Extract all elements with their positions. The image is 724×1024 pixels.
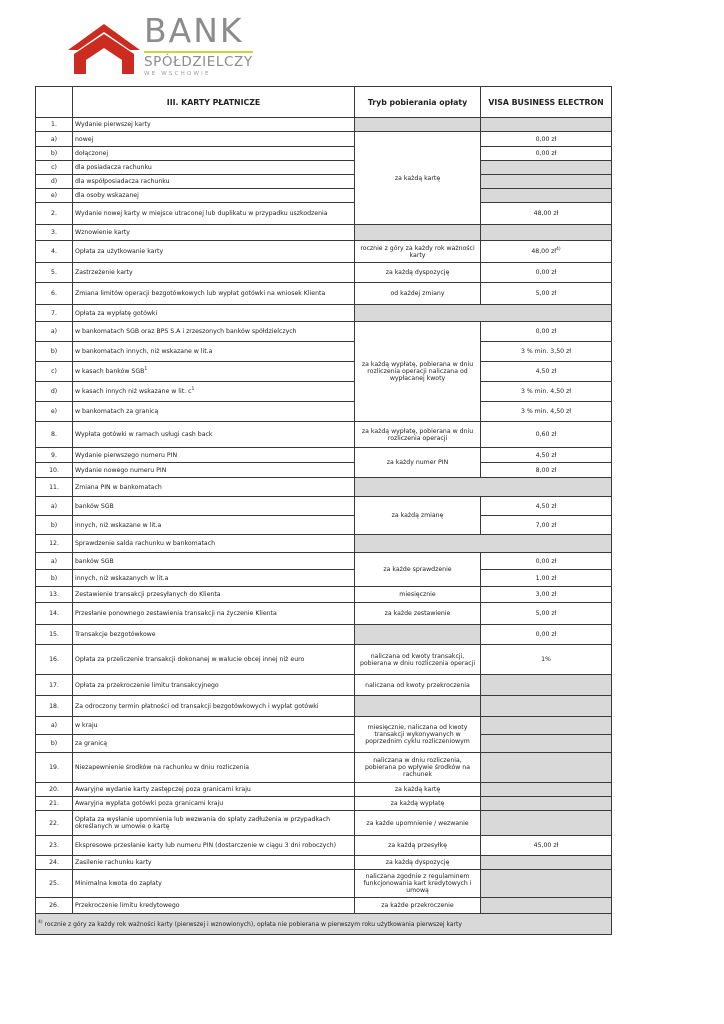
mode-cell: za każde upomnienie / wezwanie: [355, 811, 481, 836]
row-number: 10.: [36, 463, 73, 478]
row-number: a): [36, 132, 73, 147]
value-cell: 0,00 zł: [481, 263, 612, 283]
value-text: 48,00 zł: [531, 248, 557, 256]
row-description: dla posiadacza rachunku: [73, 161, 355, 175]
row-number: 14.: [36, 603, 73, 625]
row-number: c): [36, 161, 73, 175]
header-section: III. KARTY PŁATNICZE: [73, 87, 355, 118]
value-cell: 0,00 zł: [481, 553, 612, 570]
value-cell: 3 % min. 3,50 zł: [481, 342, 612, 362]
table-row: [36, 161, 612, 175]
table-row: [36, 696, 612, 717]
table-row: [36, 342, 612, 362]
value-cell: [481, 175, 612, 189]
table-row: [36, 497, 612, 516]
row-description: dla osoby wskazanej: [73, 189, 355, 203]
table-row: [36, 402, 612, 422]
row-description: w bankomatach SGB oraz BPS S.A i zrzeszonych banków spółdzielczych: [73, 322, 355, 342]
row-number: 9.: [36, 448, 73, 463]
mode-cell: naliczana zgodnie z regulaminem funkcjonowania kart kredytowych i umową: [355, 870, 481, 898]
grey-cell: [355, 535, 612, 553]
row-description: banków SGB: [73, 553, 355, 570]
table-row: [36, 587, 612, 603]
row-description: w bankomatach za granicą: [73, 402, 355, 422]
row-number: 4.: [36, 241, 73, 263]
table-row: [36, 783, 612, 797]
value-cell: [481, 161, 612, 175]
grey-cell: [355, 478, 612, 497]
mode-cell: za każdą dyspozycję: [355, 263, 481, 283]
table-row: [36, 132, 612, 147]
row-number: 7.: [36, 305, 73, 322]
row-description: Wypłata gotówki w ramach usługi cash back: [73, 422, 355, 448]
table-row: [36, 856, 612, 870]
row-number: 17.: [36, 675, 73, 696]
table-row: [36, 225, 612, 241]
row-number: 2.: [36, 203, 73, 225]
row-description: Awaryjne wydanie karty zastępczej poza granicami kraju: [73, 783, 355, 797]
row-number: 3.: [36, 225, 73, 241]
value-cell: [481, 735, 612, 753]
row-number: e): [36, 189, 73, 203]
table-row: [36, 241, 612, 263]
value-cell: [481, 797, 612, 811]
table-row: [36, 147, 612, 161]
value-cell: [481, 898, 612, 914]
row-number: 12.: [36, 535, 73, 553]
mode-cell: [355, 225, 481, 241]
logo-subtitle: SPÓŁDZIELCZY: [144, 51, 253, 70]
mode-cell: za każdą wypłatę, pobierana w dniu rozliczenia operacji: [355, 422, 481, 448]
value-cell: 1%: [481, 645, 612, 675]
table-row: [36, 263, 612, 283]
row-number: e): [36, 402, 73, 422]
row-description: za granicą: [73, 735, 355, 753]
value-cell: 4,50 zł: [481, 497, 612, 516]
row-description: Transakcje bezgotówkowe: [73, 625, 355, 645]
mode-cell: rocznie z góry za każdy rok ważności karty: [355, 241, 481, 263]
row-number: 23.: [36, 836, 73, 856]
value-cell: 8,00 zł: [481, 463, 612, 478]
value-cell: [481, 717, 612, 735]
row-description: Wydanie nowego numeru PIN: [73, 463, 355, 478]
row-description: [73, 362, 355, 382]
row-description: Opłata za przekroczenie limitu transakcyjnego: [73, 675, 355, 696]
row-description: Zmiana PIN w bankomatach: [73, 478, 355, 497]
table-row: [36, 535, 612, 553]
row-description: Przesłanie ponownego zestawienia transakcji na życzenie Klienta: [73, 603, 355, 625]
value-cell: [481, 241, 612, 263]
table-row: [36, 175, 612, 189]
row-number: a): [36, 717, 73, 735]
value-cell: [481, 870, 612, 898]
value-cell: 45,00 zł: [481, 836, 612, 856]
row-number: 20.: [36, 783, 73, 797]
table-row: [36, 603, 612, 625]
row-description: Za odroczony termin płatności od transakcji bezgotówkowych i wypłat gotówki: [73, 696, 355, 717]
table-row: [36, 463, 612, 478]
row-number: 6.: [36, 283, 73, 305]
value-cell: [481, 856, 612, 870]
row-description: Opłata za wypłatę gotówki: [73, 305, 355, 322]
value-cell: [481, 811, 612, 836]
mode-cell: [355, 118, 481, 132]
footnote-mark: 1: [191, 387, 195, 393]
mode-cell: za każdą przesyłkę: [355, 836, 481, 856]
value-cell: [481, 118, 612, 132]
row-description: w bankomatach innych, niż wskazane w lit.a: [73, 342, 355, 362]
table-row: [36, 448, 612, 463]
mode-cell: za każde sprawdzenie: [355, 553, 481, 587]
row-number: 13.: [36, 587, 73, 603]
row-number: 26.: [36, 898, 73, 914]
row-description: Zestawienie transakcji przesyłanych do Klienta: [73, 587, 355, 603]
row-description: Wydanie pierwszej karty: [73, 118, 355, 132]
table-row: [36, 797, 612, 811]
table-row: [36, 675, 612, 696]
row-description: nowej: [73, 132, 355, 147]
mode-cell: miesięcznie: [355, 587, 481, 603]
row-description: innych, niż wskazanych w lit.a: [73, 570, 355, 587]
value-cell: 1,00 zł: [481, 570, 612, 587]
footnote-mark: 4): [38, 920, 43, 925]
row-description: Wydanie nowej karty w miejsce utraconej lub duplikatu w przypadku uszkodzenia: [73, 203, 355, 225]
row-description: dla współposiadacza rachunku: [73, 175, 355, 189]
footnote-mark: 1: [144, 367, 148, 373]
logo-bank-text: BANK: [144, 11, 244, 50]
row-number: 21.: [36, 797, 73, 811]
value-cell: 0,00 zł: [481, 322, 612, 342]
mode-cell: za każdą dyspozycję: [355, 856, 481, 870]
table-row: [36, 382, 612, 402]
mode-cell: za każdą zmianę: [355, 497, 481, 535]
row-description: Opłata za użytkowanie karty: [73, 241, 355, 263]
table-row: [36, 118, 612, 132]
row-number: b): [36, 147, 73, 161]
table-row: [36, 836, 612, 856]
row-number: c): [36, 362, 73, 382]
row-number: 5.: [36, 263, 73, 283]
value-cell: 5,00 zł: [481, 603, 612, 625]
mode-cell: [355, 625, 481, 645]
table-row: [36, 553, 612, 570]
table-row: [36, 189, 612, 203]
table-row: [36, 305, 612, 322]
row-description: innych, niż wskazane w lit.a: [73, 516, 355, 535]
row-number: b): [36, 735, 73, 753]
mode-cell: miesięcznie, naliczana od kwoty transakcji wykonywanych w poprzednim cyklu rozliczeniowym: [355, 717, 481, 753]
row-description: Zmiana limitów operacji bezgotówkowych lub wypłat gotówki na wniosek Klienta: [73, 283, 355, 305]
row-number: b): [36, 516, 73, 535]
row-number: 18.: [36, 696, 73, 717]
grey-cell: [355, 305, 612, 322]
value-cell: 0,00 zł: [481, 147, 612, 161]
row-description: Niezapewnienie środków na rachunku w dniu rozliczenia: [73, 753, 355, 783]
value-cell: 5,00 zł: [481, 283, 612, 305]
mode-cell: za każdy numer PIN: [355, 448, 481, 478]
table-row: [36, 570, 612, 587]
value-cell: [481, 696, 612, 717]
row-number: 11.: [36, 478, 73, 497]
table-row: [36, 753, 612, 783]
table-row: [36, 645, 612, 675]
table-row: [36, 203, 612, 225]
value-cell: 3,00 zł: [481, 587, 612, 603]
row-description: Wydanie pierwszego numeru PIN: [73, 448, 355, 463]
mode-cell: naliczana w dniu rozliczenia, pobierana po wpływie środków na rachunek: [355, 753, 481, 783]
value-cell: 48,00 zł: [481, 203, 612, 225]
row-number: 8.: [36, 422, 73, 448]
mode-cell: za każdą wypłatę: [355, 797, 481, 811]
mode-cell: naliczana od kwoty przekroczenia: [355, 675, 481, 696]
row-number: d): [36, 382, 73, 402]
value-cell: 0,00 zł: [481, 625, 612, 645]
row-description: Minimalna kwota do zapłaty: [73, 870, 355, 898]
mode-cell: [355, 696, 481, 717]
value-cell: [481, 783, 612, 797]
description-text: w kasach innych niż wskazane w lit. c: [75, 388, 192, 396]
row-description: Opłata za wysłanie upomnienia lub wezwania do spłaty zadłużenia w przypadkach określanych w umowie o kartę: [73, 811, 355, 836]
footnote-row: [36, 914, 612, 935]
table-row: [36, 735, 612, 753]
logo-city: WE WSCHOWIE: [144, 71, 211, 77]
table-row: [36, 283, 612, 305]
value-cell: 4,50 zł: [481, 448, 612, 463]
mode-cell: za każdą kartę: [355, 783, 481, 797]
row-number: 1.: [36, 118, 73, 132]
row-description: w kraju: [73, 717, 355, 735]
row-description: Zasilenie rachunku karty: [73, 856, 355, 870]
row-number: b): [36, 342, 73, 362]
value-cell: [481, 189, 612, 203]
row-number: a): [36, 322, 73, 342]
table-row: [36, 811, 612, 836]
value-cell: 7,00 zł: [481, 516, 612, 535]
value-cell: 4,50 zł: [481, 362, 612, 382]
value-cell: [481, 225, 612, 241]
house-roof-icon: [64, 14, 144, 76]
bank-logo: [64, 11, 254, 78]
row-description: Opłata za przeliczenie transakcji dokonanej w walucie obcej innej niż euro: [73, 645, 355, 675]
row-description: Sprawdzenie salda rachunku w bankomatach: [73, 535, 355, 553]
row-number: d): [36, 175, 73, 189]
row-description: Awaryjna wypłata gotówki poza granicami kraju: [73, 797, 355, 811]
row-description: banków SGB: [73, 497, 355, 516]
value-cell: [481, 675, 612, 696]
footnote: [36, 914, 612, 935]
row-description: dołączonej: [73, 147, 355, 161]
header-number: [36, 87, 73, 118]
mode-cell: naliczana od kwoty transakcji, pobierana w dniu rozliczenia operacji: [355, 645, 481, 675]
table-row: [36, 322, 612, 342]
table-row: [36, 422, 612, 448]
row-number: a): [36, 553, 73, 570]
row-description: [73, 382, 355, 402]
description-text: w kasach banków SGB: [75, 368, 145, 376]
row-number: 24.: [36, 856, 73, 870]
table-row: [36, 870, 612, 898]
table-row: [36, 516, 612, 535]
footnote-mark: 4): [556, 247, 561, 253]
table-row: [36, 625, 612, 645]
row-description: Ekspresowe przesłanie karty lub numeru PIN (dostarczenie w ciągu 3 dni roboczych): [73, 836, 355, 856]
mode-cell: za każdą kartę: [355, 132, 481, 225]
value-cell: 3 % min. 4,50 zł: [481, 382, 612, 402]
value-cell: 0,00 zł: [481, 132, 612, 147]
value-cell: [481, 753, 612, 783]
value-cell: 3 % min. 4,50 zł: [481, 402, 612, 422]
table-row: [36, 717, 612, 735]
mode-cell: za każdą wypłatę, pobierana w dniu rozliczenia operacji naliczana od wypłacanej kwoty: [355, 322, 481, 422]
footnote-text: rocznie z góry za każdy rok ważności karty (pierwszej i wznowionych), opłata nie pobierana w pierwszym roku użytkowania pierwszej karty: [42, 921, 462, 928]
row-description: Zastrzeżenie karty: [73, 263, 355, 283]
row-number: 15.: [36, 625, 73, 645]
table-row: [36, 362, 612, 382]
row-number: 16.: [36, 645, 73, 675]
header-product: VISA BUSINESS ELECTRON: [481, 87, 612, 118]
row-number: a): [36, 497, 73, 516]
row-number: 19.: [36, 753, 73, 783]
row-number: 25.: [36, 870, 73, 898]
mode-cell: za każde zestawienie: [355, 603, 481, 625]
header-mode: Tryb pobierania opłaty: [355, 87, 481, 118]
table-row: [36, 478, 612, 497]
table-row: [36, 898, 612, 914]
row-description: Wznowienie karty: [73, 225, 355, 241]
row-number: 22.: [36, 811, 73, 836]
fees-table: [35, 86, 612, 935]
mode-cell: za każde przekroczenie: [355, 898, 481, 914]
row-description: Przekroczenie limitu kredytowego: [73, 898, 355, 914]
value-cell: 0,60 zł: [481, 422, 612, 448]
row-number: b): [36, 570, 73, 587]
mode-cell: od każdej zmiany: [355, 283, 481, 305]
